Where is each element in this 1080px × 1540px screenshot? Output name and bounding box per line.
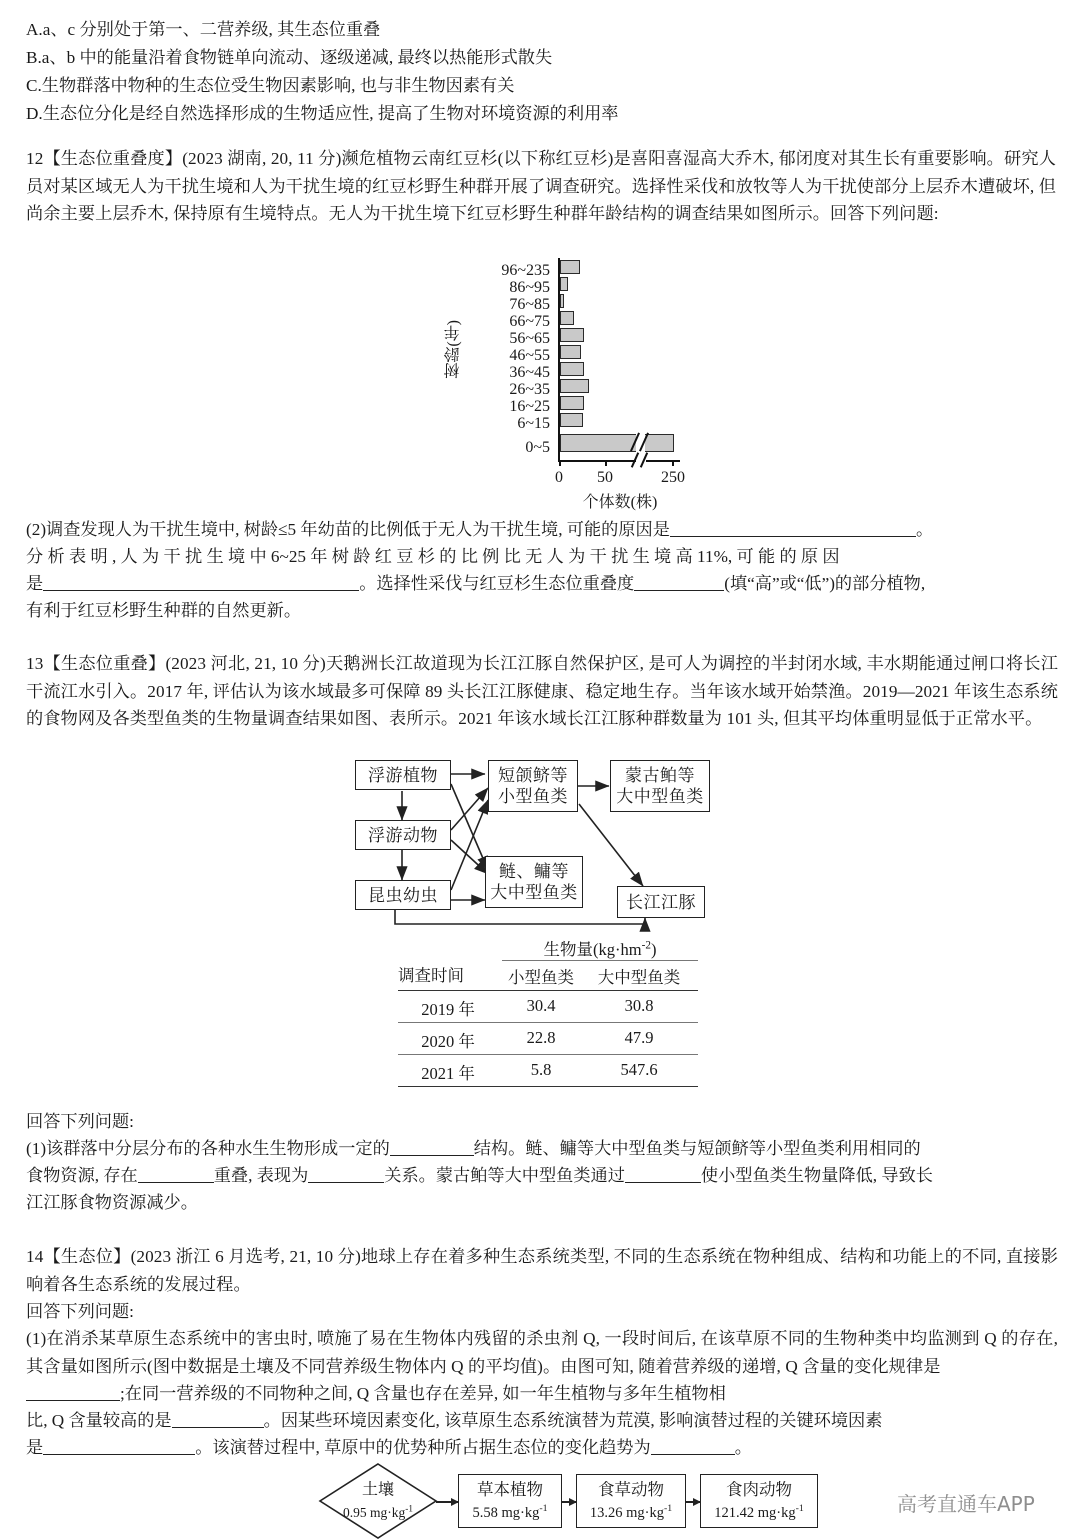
chain-node-herbivore: [576, 1474, 686, 1528]
pesticide-chain-diagram: [318, 1462, 804, 1532]
table-rule: [398, 990, 698, 991]
q14-text-g: 。: [734, 1438, 752, 1457]
question-12-sub2: [26, 516, 1058, 544]
bar-26-35: [560, 379, 589, 393]
table-group-header: 生物量$(kg\cdot hm^{-2})$: [543, 939, 657, 959]
q13-text-f: 使小型鱼类生物量降低, 导致长: [700, 1166, 933, 1185]
food-web-node-phytoplankton: [355, 760, 451, 790]
q14-text-b: ;在同一营养级的不同物种之间, Q 含量也存在差异, 如一年生植物与多年生植物相: [120, 1384, 726, 1403]
node-label: 浮游动物: [368, 825, 438, 845]
table-cell-time: 2021 年: [421, 1064, 475, 1083]
node-label: 浮游植物: [368, 765, 438, 785]
question-14-sub1-part-a: (1)在消杀某草原生态系统中的害虫时, 喷施了易在生物体内残留的杀虫剂 Q, 一段时间后, 在该草原不同的生物种类中均监测到 Q 的存在, 其含量如图所示(图中数据是土壤及不同营养级生物体内 Q 的平均值)。由图可知, 随着营养级的递增, Q 含量的变化规律是: [26, 1329, 1058, 1376]
table-cell-large: 547.6: [620, 1060, 658, 1079]
chain-box-name: 草本植物: [477, 1479, 543, 1499]
chart-category-label: 56~65: [509, 330, 550, 347]
table-rule: [502, 960, 698, 961]
option-b: B.a、b 中的能量沿着食物链单向流动、逐级递减, 最终以热能形式散失: [26, 48, 553, 67]
question-12-sub2-line4: 有利于红豆杉野生种群的自然更新。: [26, 601, 302, 620]
chart-category-label: 96~235: [501, 262, 550, 279]
answer-blank[interactable]: [138, 1182, 214, 1183]
question-12-sub2-line2: 分 析 表 明 , 人 为 干 扰 生 境 中 6~25 年 树 龄 红 豆 杉 的 比 例 比 无 人 为 干 扰 生 境 高 11%, 可 能 的 原 因: [26, 547, 840, 566]
chart-category-label: 36~45: [509, 364, 550, 381]
chart-category-label: 16~25: [509, 398, 550, 415]
node-label: 小型鱼类: [498, 787, 568, 806]
bar-0-5: [560, 434, 674, 452]
chart-x-tick: [605, 460, 607, 466]
chain-box-value: 5.58 $mg\cdot kg^{-1}$: [472, 1502, 548, 1521]
answer-blank[interactable]: [625, 1182, 701, 1183]
answer-blank[interactable]: [172, 1427, 264, 1428]
bar-36-45: [560, 362, 584, 376]
q14-text-c: 比, Q 含量较高的是: [26, 1411, 172, 1430]
answer-blank[interactable]: [43, 1454, 195, 1455]
food-web-node-insect-larvae: [355, 880, 451, 910]
bar-86-95: [560, 277, 568, 291]
chain-soil-text: [318, 1480, 438, 1522]
bar-6-15: [560, 413, 583, 427]
chain-soil-name: 土壤: [361, 1481, 394, 1499]
question-13-sub1-line2: [26, 1162, 1058, 1190]
question-13-sub1-line3: 江江豚食物资源减少。: [26, 1193, 198, 1212]
answer-blank[interactable]: [651, 1454, 735, 1455]
answer-blank[interactable]: [43, 590, 359, 591]
option-a: A.a、c 分别处于第一、二营养级, 其生态位重叠: [26, 20, 381, 39]
food-web-node-yangtze-porpoise: [617, 886, 705, 918]
node-label: 大中型鱼类: [490, 883, 578, 902]
table-cell-time: 2020 年: [421, 1032, 475, 1051]
chart-category-label: 76~85: [509, 296, 550, 313]
node-label: 蒙古鲌等: [625, 766, 695, 785]
chart-category-label: 6~15: [517, 415, 550, 432]
table-corner-header: 调查时间: [398, 966, 464, 985]
q13-text-c: 食物资源, 存在: [26, 1166, 138, 1185]
chart-category-label: 86~95: [509, 279, 550, 296]
chart-x-tick-label: 0: [555, 469, 563, 486]
chart-x-tick-label: 50: [597, 469, 613, 486]
table-column-header-large: 大中型鱼类: [597, 968, 681, 987]
question-12-stem: 12【生态位重叠度】(2023 湖南, 20, 11 分)濒危植物云南红豆杉(以下称红豆杉)是喜阳喜湿高大乔木, 郁闭度对其生长有重要影响。研究人员对某区域无人为干扰生境和人为干扰生境的红豆杉野生种群开展了调查研究。选择性采伐和放牧等人为干扰使部分上层乔木遭破坏, 但尚余主要上层乔木, 保持原有生境特点。无人为干扰生境下红豆杉野生种群年龄结构的调查结果如图所示。回答下列问题:: [26, 149, 1056, 223]
biomass-table: [398, 934, 698, 1104]
bar-46-55: [560, 345, 581, 359]
q12-sub2-text-d: 是: [26, 574, 44, 593]
bar-66-75: [560, 311, 574, 325]
chart-x-tick: [672, 460, 674, 466]
answer-blank[interactable]: [390, 1155, 474, 1156]
node-label: 鲢、鳙等: [499, 862, 569, 881]
question-12-sub2-line3: [26, 570, 1058, 598]
bar-96-235: [560, 260, 580, 274]
watermark-label: 高考直通车APP: [897, 1492, 1035, 1516]
chain-node-herb-plant: [458, 1474, 562, 1528]
food-web-diagram: [355, 758, 735, 930]
table-cell-large: 47.9: [624, 1028, 654, 1047]
chain-node-carnivore: [700, 1474, 818, 1528]
chart-x-axis: [558, 460, 680, 462]
chain-box-name: 食肉动物: [726, 1479, 792, 1499]
q12-sub2-text-f: (填“高”或“低”)的部分植物,: [724, 574, 926, 593]
answer-blank[interactable]: [26, 1400, 120, 1401]
node-label: 长江江豚: [626, 892, 696, 912]
table-cell-small: 30.4: [526, 996, 556, 1015]
q14-text-d: 。因某些环境因素变化, 该草原生态系统演替为荒漠, 影响演替过程的关键环境因素: [263, 1411, 883, 1430]
bar-16-25: [560, 396, 584, 410]
q13-text-a: (1)该群落中分层分布的各种水生生物形成一定的: [26, 1139, 390, 1158]
answer-blank[interactable]: [634, 590, 724, 591]
q12-sub2-text-e: 。选择性采伐与红豆杉生态位重叠度: [359, 574, 635, 593]
chart-category-label: 66~75: [509, 313, 550, 330]
food-web-node-mongolian-culter: [610, 760, 710, 812]
table-column-header-small: 小型鱼类: [508, 968, 574, 987]
question-14-answer-prompt: 回答下列问题:: [26, 1302, 134, 1321]
chart-category-label: 26~35: [509, 381, 550, 398]
chain-box-value: 13.26 $mg\cdot kg^{-1}$: [589, 1502, 673, 1521]
chart-x-axis-title: 个体数(株): [582, 494, 658, 511]
chart-x-tick: [559, 460, 561, 466]
node-label: 昆虫幼虫: [368, 885, 438, 905]
food-web-node-silver-bighead-carp: [485, 856, 583, 908]
table-cell-large: 30.8: [624, 996, 654, 1015]
chart-x-tick-label: 250: [661, 469, 685, 486]
option-c: C.生物群落中物种的生态位受生物因素影响, 也与非生物因素有关: [26, 76, 515, 95]
question-13-stem: 13【生态位重叠】(2023 河北, 21, 10 分)天鹅洲长江故道现为长江江豚自然保护区, 是可人为调控的半封闭水域, 丰水期能通过闸口将长江干流江水引入。2017 年, 评估认为该水域最多可保障 89 头长江江豚健康、稳定地生存。当年该水域开始禁渔。2019—2021 年该生态系统的食物网及各类型鱼类的生物量调查结果如图、表所示。2021 年该水域长江江豚种群数量为 101 头, 但其平均体重明显低于正常水平。: [26, 654, 1058, 728]
question-13-sub1-line1: [26, 1135, 1058, 1163]
q12-sub2-text-a: (2)调查发现人为干扰生境中, 树龄≤5 年幼苗的比例低于无人为干扰生境, 可能的原因是: [26, 520, 670, 539]
chart-y-axis-title: 树龄(年): [445, 320, 462, 379]
node-label: 大中型鱼类: [616, 787, 704, 806]
question-13-answer-prompt: 回答下列问题:: [26, 1112, 134, 1131]
bar-76-85: [560, 294, 564, 308]
chain-box-value: 121.42 $mg\cdot kg^{-1}$: [714, 1502, 804, 1521]
age-structure-bar-chart: [440, 258, 700, 511]
q14-text-f: 。该演替过程中, 草原中的优势种所占据生态位的变化趋势为: [195, 1438, 651, 1457]
table-cell-time: 2019 年: [421, 1000, 475, 1019]
table-rule: [398, 1054, 698, 1055]
chain-box-name: 食草动物: [598, 1479, 664, 1499]
table-cell-small: 5.8: [530, 1060, 552, 1079]
answer-blank[interactable]: [308, 1182, 384, 1183]
question-14-stem: 14【生态位】(2023 浙江 6 月选考, 21, 10 分)地球上存在着多种生态系统类型, 不同的生态系统在物种组成、结构和功能上的不同, 直接影响着各生态系统的发展过程。: [26, 1247, 1058, 1294]
node-label: 短颌鲚等: [498, 766, 568, 785]
q13-text-d: 重叠, 表现为: [213, 1166, 309, 1185]
table-rule: [398, 1022, 698, 1023]
chart-category-label: 46~55: [509, 347, 550, 364]
q13-text-e: 关系。蒙古鲌等大中型鱼类通过: [384, 1166, 625, 1185]
question-14-sub1-line-e: [26, 1434, 1058, 1462]
table-rule: [398, 1086, 698, 1087]
food-web-node-small-fish: [488, 760, 578, 812]
chart-category-label: 0~5: [525, 439, 550, 456]
q13-text-b: 结构。鲢、鳙等大中型鱼类与短颌鲚等小型鱼类利用相同的: [473, 1139, 921, 1158]
chain-soil-value: 0.95 $mg\cdot kg^{-1}$: [343, 1503, 413, 1520]
table-cell-small: 22.8: [526, 1028, 556, 1047]
option-d: D.生态位分化是经自然选择形成的生物适应性, 提高了生物对环境资源的利用率: [26, 104, 619, 123]
q14-text-e: 是: [26, 1438, 44, 1457]
food-web-node-zooplankton: [355, 820, 451, 850]
chain-node-soil: [318, 1462, 438, 1540]
bar-56-65: [560, 328, 584, 342]
answer-blank[interactable]: [670, 536, 916, 537]
q12-sub2-text-b: 。: [915, 520, 934, 539]
question-14-sub1-line-c: [26, 1407, 1058, 1435]
question-14-sub1-line-b: [26, 1380, 1058, 1408]
